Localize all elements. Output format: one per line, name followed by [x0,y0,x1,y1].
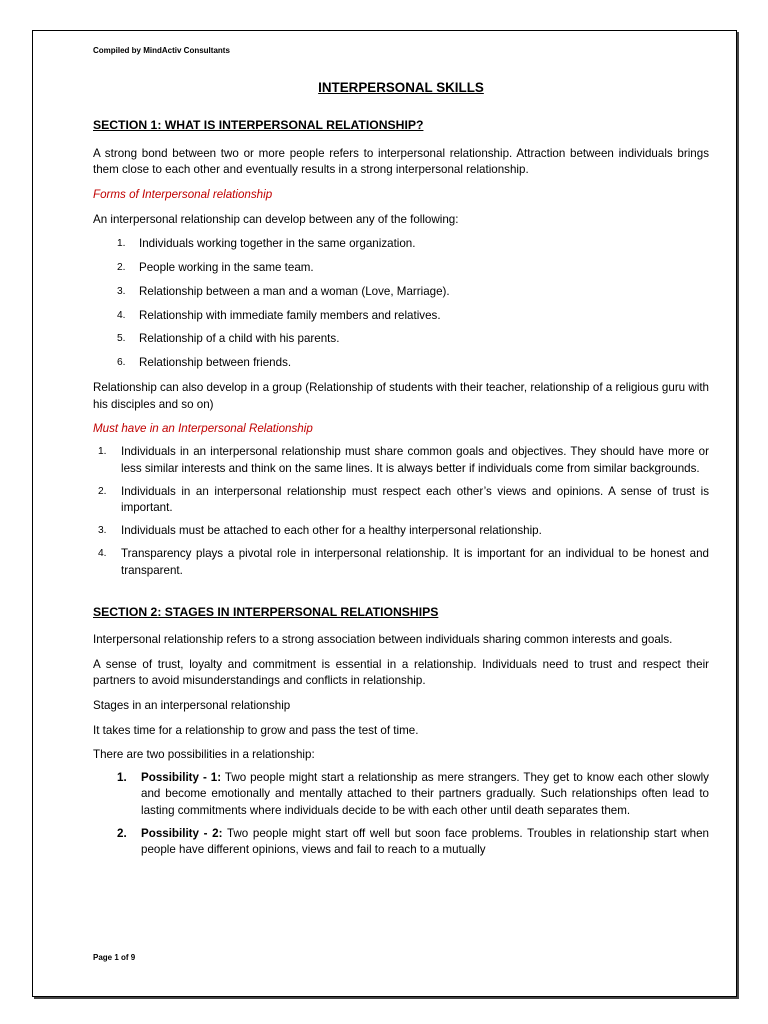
list-number: 2. [117,826,127,840]
page-content [93,43,709,859]
group-paragraph: Relationship can also develop in a group (Relationship of students with their teacher, relationship of a religious guru with his disciples and so on) [93,381,709,411]
section-2-paragraph: Interpersonal relationship refers to a strong association between individuals sharing common interests and goals. [93,633,673,647]
forms-list [93,236,709,373]
list-item [93,284,709,301]
section-2-paragraph: There are two possibilities in a relationship: [93,748,315,762]
list-text: Individuals in an interpersonal relationship must share common goals and objectives. They should have more or less similar interests and think on the same lines. It is always better if individuals come from similar backgrounds. [121,445,709,475]
list-text: Transparency plays a pivotal role in interpersonal relationship. It is important for an individual to be honest and transparent. [121,547,709,577]
list-text: Two people might start off well but soon face problems. Troubles in relationship start when people have different opinions, views and fail to reach to a mutually [141,826,709,857]
list-number: 4. [117,309,126,321]
page-footer: Page 1 of 9 [93,953,136,962]
list-item [93,355,709,372]
list-text: People working in the same team. [139,260,314,274]
list-item [93,523,709,540]
forms-heading: Forms of Interpersonal relationship [93,187,273,201]
list-item [93,770,709,820]
forms-intro: An interpersonal relationship can develop between any of the following: [93,212,459,226]
section-1-heading: SECTION 1: WHAT IS INTERPERSONAL RELATIONSHIP? [93,118,424,133]
list-text: Relationship between friends. [139,356,292,370]
list-item [93,826,709,859]
possibility-label: Possibility - 1: [141,770,222,784]
document-page [32,30,737,997]
section-2-paragraph: A sense of trust, loyalty and commitment is essential in a relationship. Individuals need to trust and respect their partners to avoid misunderstandings and conflicts in relationship. [93,657,709,688]
list-text: Individuals working together in the same organization. [139,236,416,250]
list-number: 2. [117,261,126,273]
list-number: 1. [117,237,126,249]
list-item [93,444,709,477]
list-item [93,331,709,348]
section-2-paragraph: Stages in an interpersonal relationship [93,698,291,712]
list-number: 5. [117,333,126,345]
list-text: Individuals must be attached to each other for a healthy interpersonal relationship. [121,524,542,538]
list-text: Relationship of a child with his parents. [139,332,340,346]
possibilities-list [93,770,709,859]
must-have-heading: Must have in an Interpersonal Relationship [93,422,313,436]
list-item [93,260,709,277]
list-number: 4. [98,548,107,560]
list-item [93,484,709,517]
list-number: 6. [117,357,126,369]
list-number: 3. [117,285,126,297]
list-text: Relationship with immediate family members and relatives. [139,308,441,322]
must-have-list [93,444,709,579]
section-2-paragraph: It takes time for a relationship to grow and pass the test of time. [93,723,419,737]
page-header: Compiled by MindActiv Consultants [93,46,230,55]
list-number: 1. [98,446,107,458]
list-number: 1. [117,770,127,784]
list-item [93,236,709,253]
list-item [93,308,709,325]
section-1-intro: A strong bond between two or more people refers to interpersonal relationship. Attraction between individuals brings them close to each other and eventually results in a strong interpersonal relationship. [93,146,709,177]
document-title: INTERPERSONAL SKILLS [318,79,484,95]
section-2-heading: SECTION 2: STAGES IN INTERPERSONAL RELATIONSHIPS [93,604,439,619]
list-text: Relationship between a man and a woman (Love, Marriage). [139,284,450,298]
list-text: Two people might start a relationship as mere strangers. They get to know each other slowly and become emotionally and mentally attached to their partners gradually. Such relationships often lead to lasting commitments where individuals decide to be with each other until death separates them. [141,770,709,817]
possibility-label: Possibility - 2: [141,826,223,840]
list-item [93,546,709,579]
list-text: Individuals in an interpersonal relationship must respect each other’s views and opinions. A sense of trust is important. [121,484,709,515]
list-number: 3. [98,525,107,537]
list-number: 2. [98,485,107,497]
